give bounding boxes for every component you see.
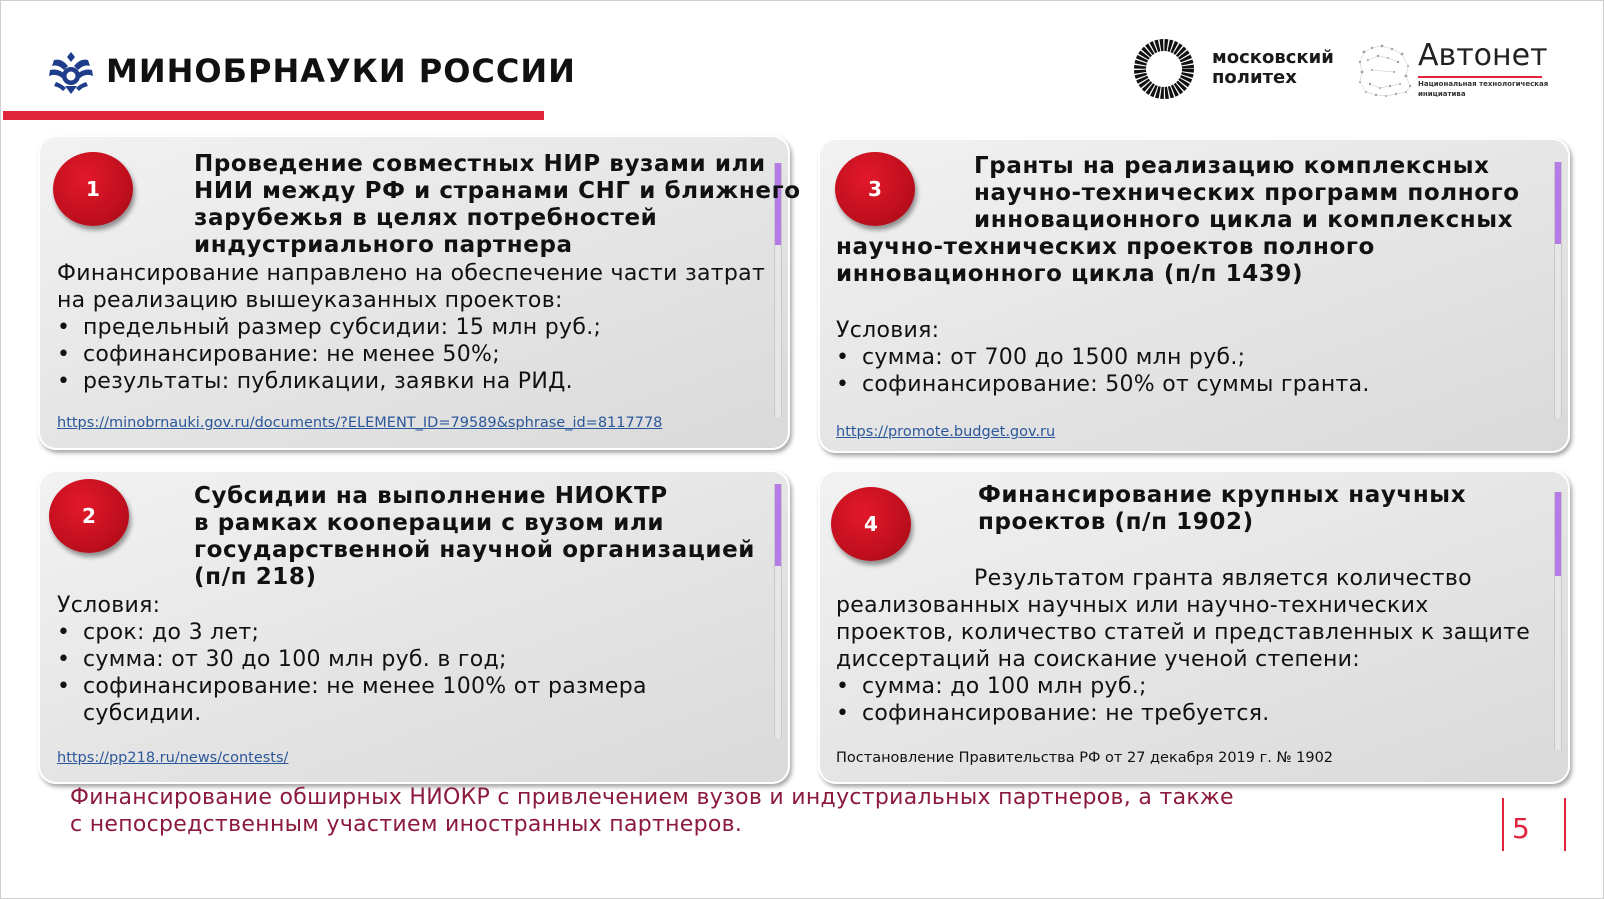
card-3-intro-line: Условия: bbox=[836, 318, 940, 343]
card-3-link[interactable]: https://promote.budget.gov.ru bbox=[836, 424, 1056, 440]
card-2-body bbox=[57, 592, 647, 727]
mospolytech-line2: политех bbox=[1212, 67, 1297, 88]
card-3-title-line: научно-технических программ полного bbox=[974, 180, 1520, 206]
mospolytech-wordmark bbox=[1212, 48, 1334, 88]
card-4-body bbox=[836, 565, 1530, 727]
card-4-scroll-thumb[interactable] bbox=[1555, 492, 1561, 576]
card-3-title-line: инновационного цикла (п/п 1439) bbox=[836, 261, 1304, 287]
card-3-title-line: научно-технических проектов полного bbox=[836, 234, 1375, 260]
card-1-intro-line: Финансирование направлено на обеспечение части затрат bbox=[57, 261, 766, 286]
page-number: 5 bbox=[1512, 812, 1530, 845]
card-2-title-line: в рамках кооперации с вузом или bbox=[194, 510, 665, 536]
card-2-intro-line: Условия: bbox=[57, 593, 161, 618]
card-2-title-line: (п/п 218) bbox=[194, 564, 317, 590]
header-accent-bar bbox=[3, 111, 544, 120]
card-1-title bbox=[194, 151, 801, 259]
card-4-intro-line: проектов, количество статей и представленных к защите bbox=[836, 620, 1531, 645]
card-2-title bbox=[194, 483, 755, 591]
footer-text bbox=[70, 784, 1234, 838]
card-4-title-line: Финансирование крупных научных bbox=[978, 482, 1467, 508]
card-1-title-line: НИИ между РФ и странами СНГ и ближнего bbox=[194, 178, 801, 204]
card-2-bullet: • софинансирование: не менее 100% от размера bbox=[57, 673, 647, 700]
card-3-scrollbar[interactable] bbox=[1554, 162, 1562, 418]
avtonet-subtitle bbox=[1418, 79, 1548, 99]
mospolytech-logo-icon bbox=[1132, 37, 1196, 101]
card-4-scrollbar[interactable] bbox=[1554, 492, 1562, 750]
card-4-number-badge: 4 bbox=[831, 487, 911, 561]
card-2-link[interactable]: https://pp218.ru/news/contests/ bbox=[57, 750, 289, 766]
card-3-bullet: • сумма: от 700 до 1500 млн руб.; bbox=[836, 344, 1370, 371]
card-2-scroll-thumb[interactable] bbox=[775, 484, 781, 566]
card-3-body bbox=[836, 317, 1370, 398]
page-number-divider-right bbox=[1564, 798, 1566, 851]
card-2-bullet: • сумма: от 30 до 100 млн руб. в год; bbox=[57, 646, 647, 673]
card-2-bullet-continuation: субсидии. bbox=[83, 701, 202, 726]
card-2-number-badge: 2 bbox=[49, 479, 129, 553]
card-3-number-badge: 3 bbox=[835, 152, 915, 226]
card-3-title bbox=[836, 153, 1520, 288]
card-1-bullet: • результаты: публикации, заявки на РИД. bbox=[57, 368, 765, 395]
avtonet-sub-line2: инициатива bbox=[1418, 90, 1466, 98]
avtonet-logo-icon bbox=[1354, 40, 1414, 100]
card-1-bullet: • софинансирование: не менее 50%; bbox=[57, 341, 765, 368]
ministry-title: МИНОБРНАУКИ РОССИИ bbox=[106, 52, 576, 90]
avtonet-title: Автонет bbox=[1418, 38, 1548, 73]
card-1-title-line: зарубежья в целях потребностей bbox=[194, 205, 658, 231]
card-3-bullet: • софинансирование: 50% от суммы гранта. bbox=[836, 371, 1370, 398]
page-number-divider-left bbox=[1502, 798, 1504, 851]
footer-line: с непосредственным участием иностранных партнеров. bbox=[70, 812, 743, 837]
footer-line: Финансирование обширных НИОКР с привлечением вузов и индустриальных партнеров, а также bbox=[70, 785, 1234, 810]
card-4-bullet: • софинансирование: не требуется. bbox=[836, 700, 1530, 727]
card-4-intro-line: Результатом гранта является количество bbox=[974, 566, 1472, 591]
card-1-number-badge: 1 bbox=[53, 152, 133, 226]
card-4-note: Постановление Правительства РФ от 27 декабря 2019 г. № 1902 bbox=[836, 750, 1334, 766]
card-2-title-line: государственной научной организацией bbox=[194, 537, 756, 563]
ministry-emblem-icon bbox=[46, 48, 96, 98]
card-1-body bbox=[57, 260, 765, 395]
card-1-intro-line: на реализацию вышеуказанных проектов: bbox=[57, 288, 563, 313]
card-4-title-line: проектов (п/п 1902) bbox=[978, 509, 1254, 535]
card-4-intro-line: диссертаций на соискание ученой степени: bbox=[836, 647, 1360, 672]
card-3-title-line: Гранты на реализацию комплексных bbox=[974, 153, 1490, 179]
card-2-title-line: Субсидии на выполнение НИОКТР bbox=[194, 483, 668, 509]
avtonet-underline bbox=[1418, 76, 1542, 78]
card-1-title-line: индустриального партнера bbox=[194, 232, 573, 258]
card-1-title-line: Проведение совместных НИР вузами или bbox=[194, 151, 766, 177]
mospolytech-line1: московский bbox=[1212, 47, 1334, 68]
card-2-bullet: • срок: до 3 лет; bbox=[57, 619, 647, 646]
card-3-scroll-thumb[interactable] bbox=[1555, 162, 1561, 244]
card-4-intro-line: реализованных научных или научно-технических bbox=[836, 593, 1429, 618]
card-1-bullet: • предельный размер субсидии: 15 млн руб.; bbox=[57, 314, 765, 341]
card-2-scrollbar[interactable] bbox=[774, 484, 782, 738]
avtonet-sub-line1: Национальная технологическая bbox=[1418, 80, 1549, 88]
card-1-link[interactable]: https://minobrnauki.gov.ru/documents/?ELEMENT_ID=79589&sphrase_id=8117778 bbox=[57, 415, 663, 431]
card-3-title-line: инновационного цикла и комплексных bbox=[974, 207, 1514, 233]
card-4-title bbox=[978, 482, 1466, 536]
card-4-bullet: • сумма: до 100 млн руб.; bbox=[836, 673, 1530, 700]
